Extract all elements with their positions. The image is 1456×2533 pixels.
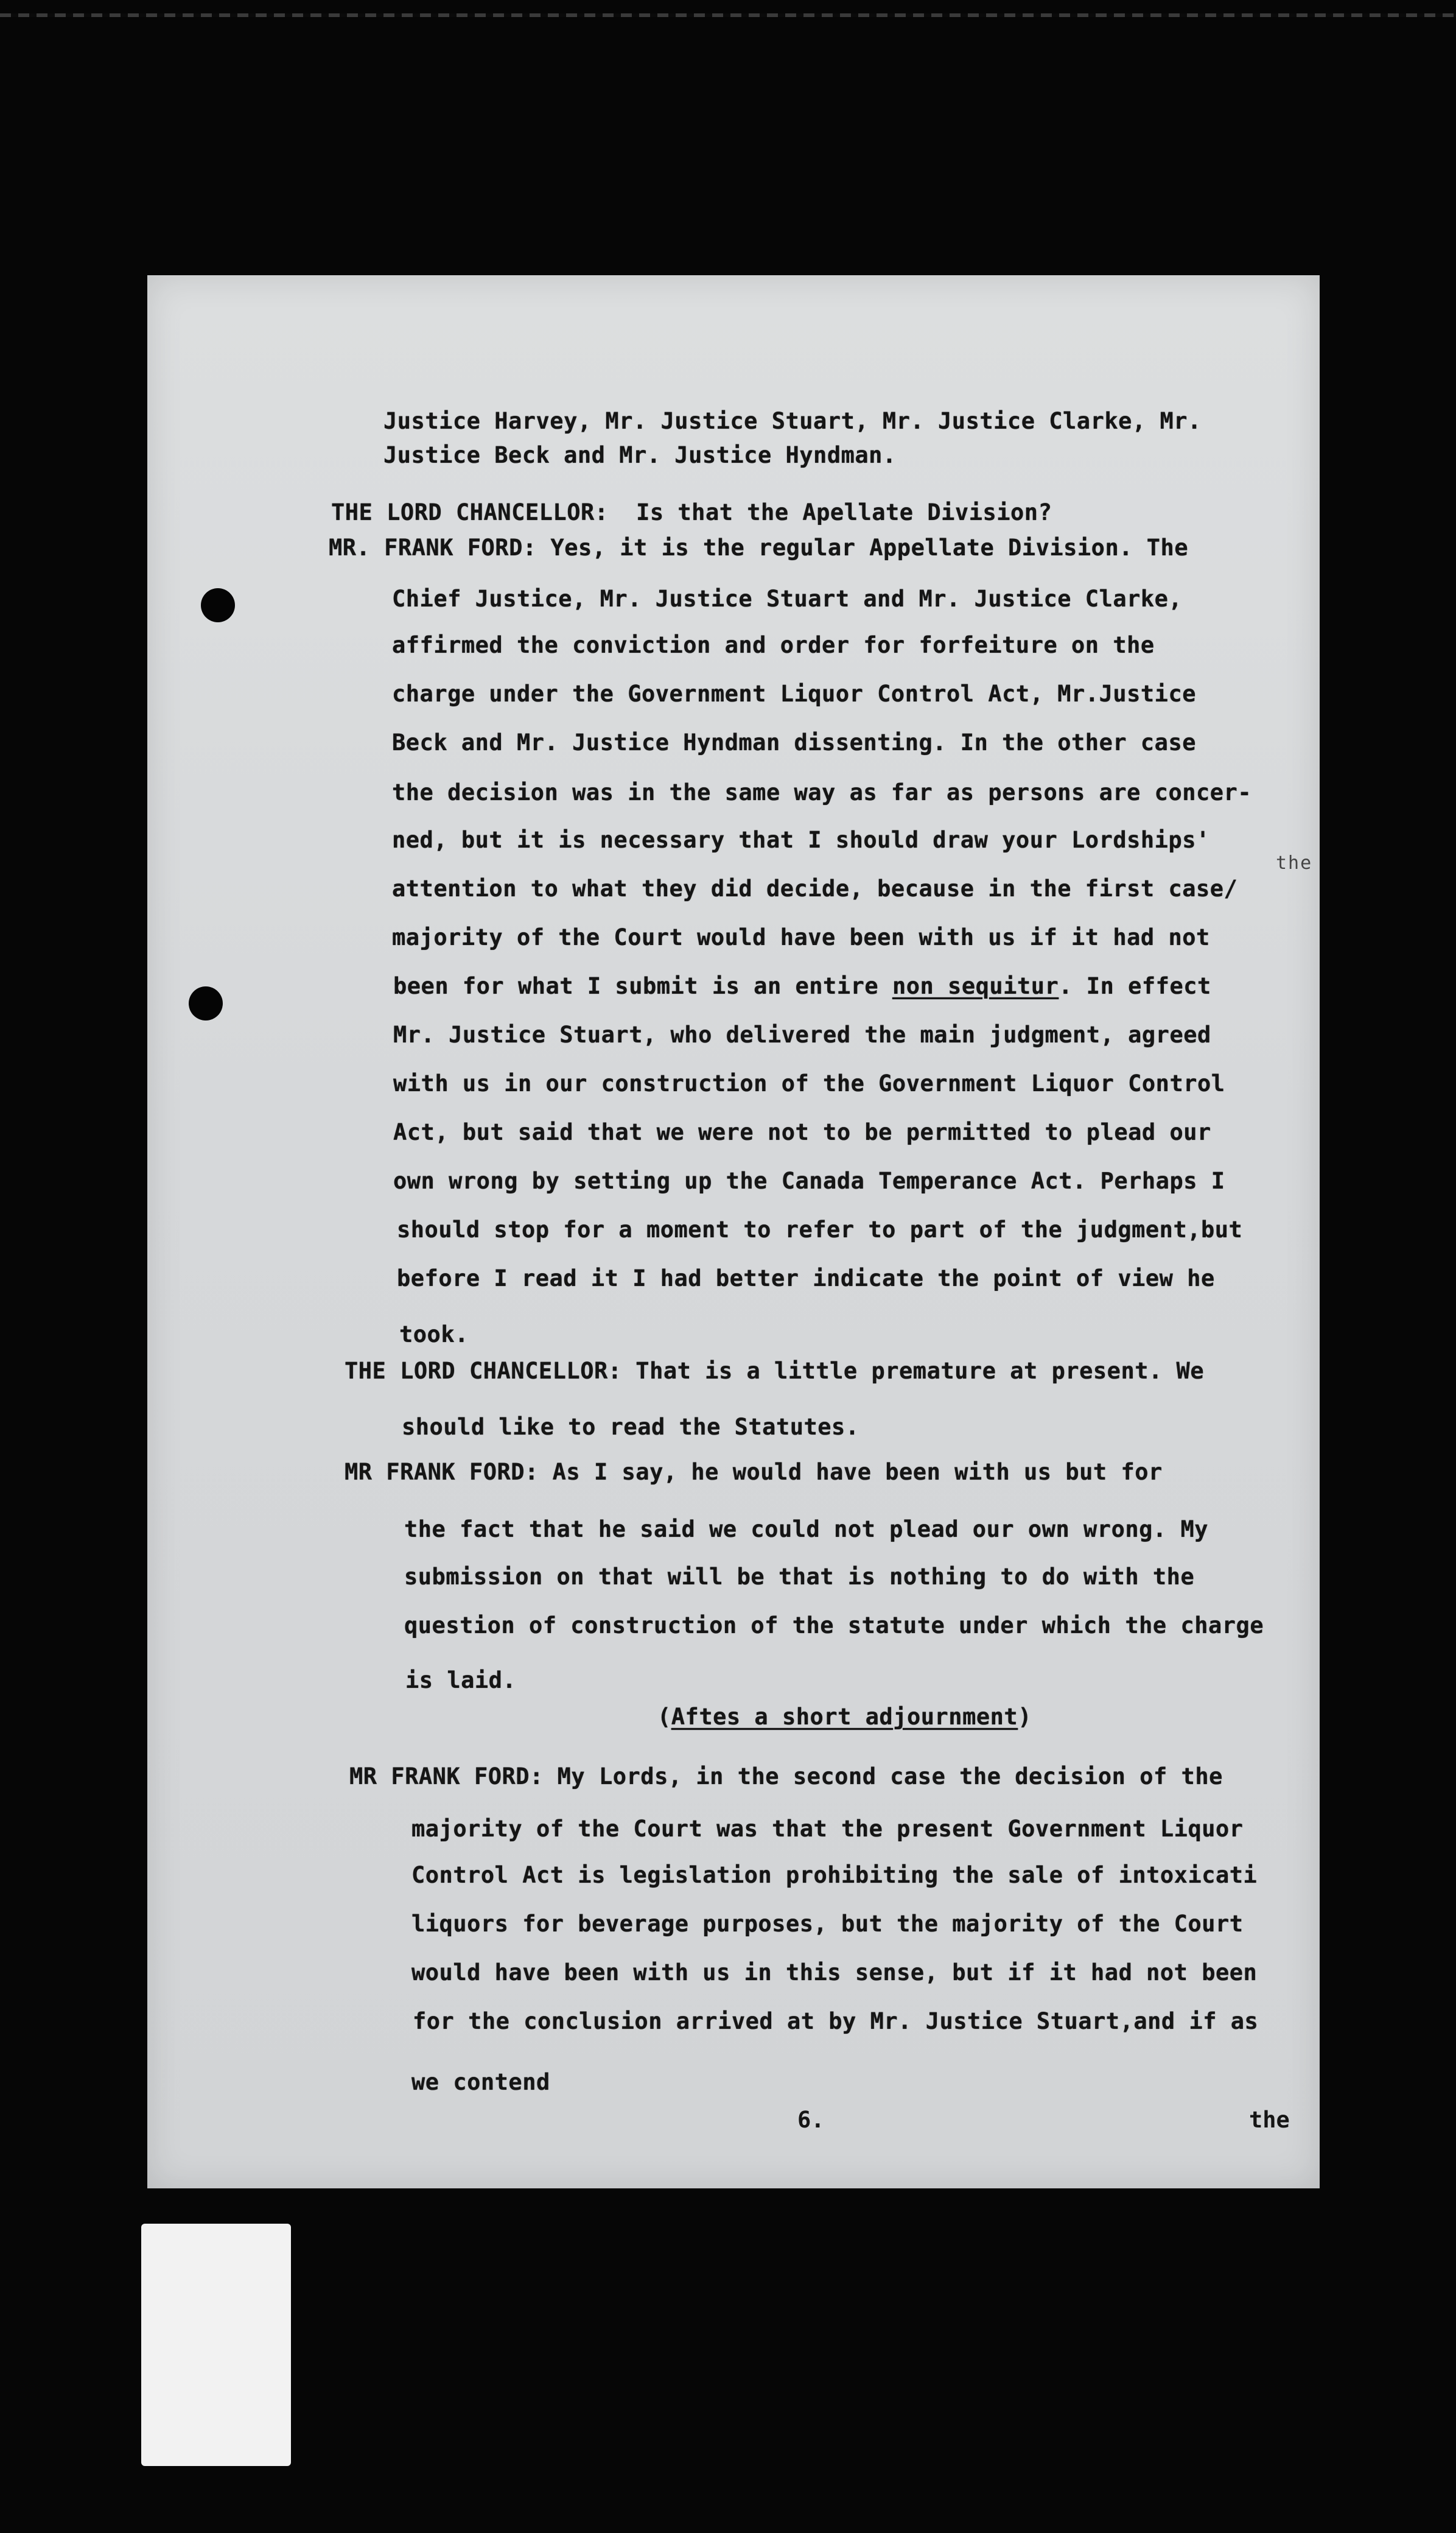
- punch-hole: [201, 588, 235, 622]
- text-line: the decision was in the same way as far as persons are concer-: [392, 779, 1252, 806]
- white-target-card: [141, 2224, 291, 2466]
- speaker-line: MR FRANK FORD: My Lords, in the second case the decision of the: [349, 1763, 1223, 1790]
- page-number: 6.: [797, 2107, 825, 2133]
- adjournment-close: ): [1018, 1704, 1032, 1730]
- adjournment-open: (: [657, 1704, 671, 1730]
- text-line: Chief Justice, Mr. Justice Stuart and Mr. Justice Clarke,: [392, 586, 1183, 612]
- film-perforation-edge: [0, 13, 1456, 17]
- speaker-line: MR FRANK FORD: As I say, he would have been with us but for: [345, 1459, 1163, 1485]
- text-line: charge under the Government Liquor Control Act, Mr.Justice: [392, 681, 1197, 707]
- speaker-line: THE LORD CHANCELLOR: That is a little premature at present. We: [345, 1358, 1205, 1384]
- speaker-line: MR. FRANK FORD: Yes, it is the regular Appellate Division. The: [329, 535, 1189, 561]
- text-line: Beck and Mr. Justice Hyndman dissenting. In the other case: [392, 729, 1197, 756]
- underlined-phrase: non sequitur: [892, 973, 1059, 999]
- speaker-line: THE LORD CHANCELLOR: Is that the Apellate Division?: [331, 499, 1052, 525]
- text-line: Justice Beck and Mr. Justice Hyndman.: [383, 442, 897, 468]
- text-line: for the conclusion arrived at by Mr. Justice Stuart,and if as: [413, 2008, 1259, 2034]
- text-line: Act, but said that we were not to be permitted to plead our: [393, 1119, 1211, 1145]
- text-line: would have been with us in this sense, but if it had not been: [411, 1959, 1258, 1986]
- adjournment-note: [657, 1705, 1032, 1729]
- text-line: is laid.: [405, 1667, 517, 1693]
- punch-hole: [189, 986, 223, 1021]
- text-line: majority of the Court was that the present Government Liquor: [411, 1816, 1244, 1842]
- text-line: took.: [399, 1321, 469, 1347]
- text-line: [393, 974, 1211, 999]
- text-line-start: been for what I submit is an entire: [393, 973, 892, 999]
- text-line: own wrong by setting up the Canada Temperance Act. Perhaps I: [393, 1168, 1225, 1194]
- text-line: with us in our construction of the Government Liquor Control: [393, 1070, 1225, 1097]
- text-line: should like to read the Statutes.: [402, 1414, 859, 1440]
- text-line: submission on that will be that is nothing to do with the: [404, 1564, 1195, 1590]
- text-line: Mr. Justice Stuart, who delivered the main judgment, agreed: [393, 1022, 1211, 1048]
- text-line: affirmed the conviction and order for forfeiture on the: [392, 632, 1155, 658]
- text-line: we contend: [411, 2069, 550, 2095]
- text-line: the fact that he said we could not plead our own wrong. My: [404, 1516, 1209, 1542]
- text-line: liquors for beverage purposes, but the majority of the Court: [411, 1911, 1244, 1937]
- text-line: before I read it I had better indicate the point of view he: [397, 1265, 1215, 1291]
- text-line: should stop for a moment to refer to part of the judgment,but: [397, 1217, 1243, 1243]
- catchword: the: [1249, 2107, 1290, 2133]
- text-line: attention to what they did decide, because in the first case/: [392, 876, 1238, 902]
- adjournment-text: Aftes a short adjournment: [671, 1704, 1018, 1730]
- text-line: Control Act is legislation prohibiting the sale of intoxicati: [411, 1862, 1258, 1888]
- text-line: majority of the Court would have been with us if it had not: [392, 924, 1210, 950]
- text-line: question of construction of the statute under which the charge: [404, 1612, 1264, 1639]
- text-line: Justice Harvey, Mr. Justice Stuart, Mr. Justice Clarke, Mr.: [383, 408, 1202, 434]
- text-line-end: . In effect: [1059, 973, 1211, 999]
- text-line: ned, but it is necessary that I should draw your Lordships': [392, 827, 1210, 853]
- margin-insert: the: [1276, 852, 1313, 874]
